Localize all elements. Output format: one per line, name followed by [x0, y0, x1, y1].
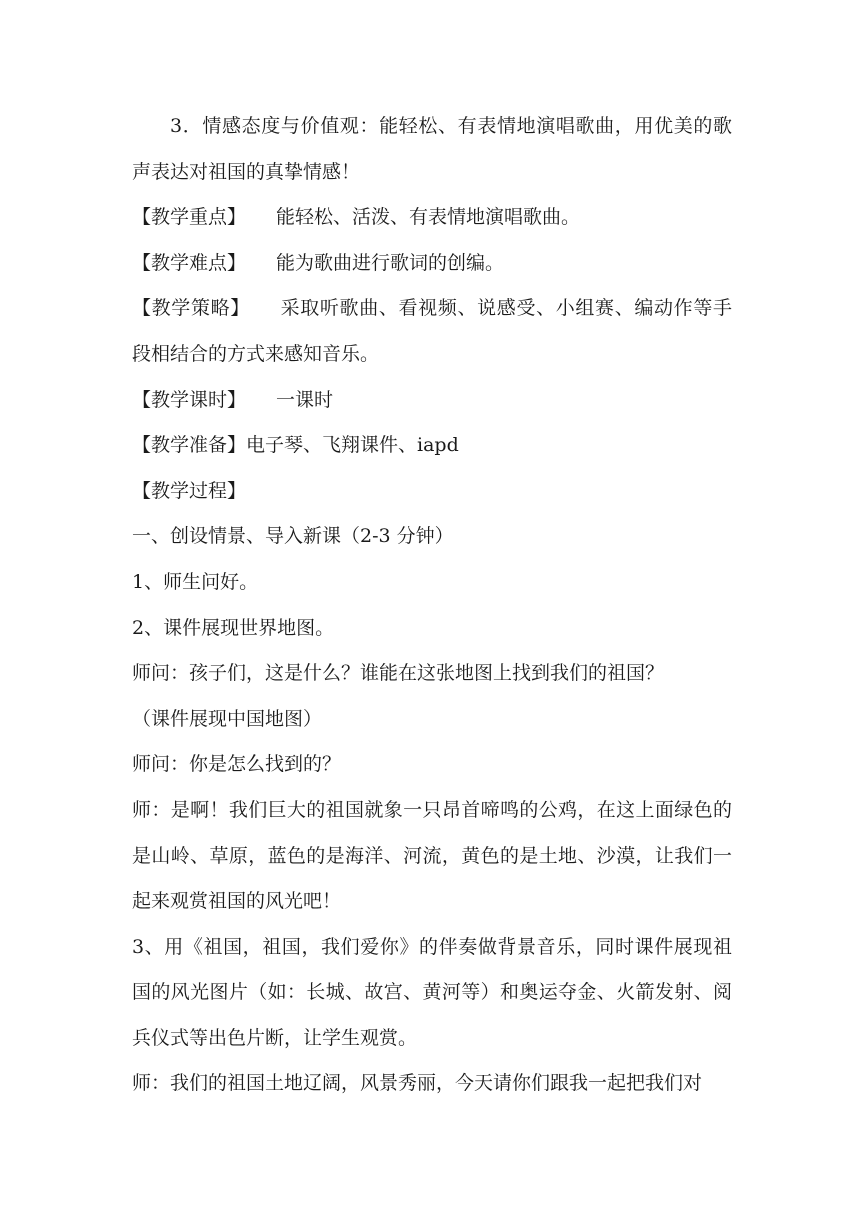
goal-emotion-paragraph: 3．情感态度与价值观：能轻松、有表情地演唱歌曲，用优美的歌声表达对祖国的真挚情感！: [132, 115, 732, 183]
document-page: [132, 104, 732, 1107]
key-point-line: [132, 195, 732, 241]
teacher-question-1-note: （课件展现中国地图）: [132, 707, 323, 730]
step-world-map: 2、课件展现世界地图。: [132, 616, 335, 639]
difficulty-line: [132, 241, 732, 287]
section-heading: 一、创设情景、导入新课（2-3 分钟）: [132, 525, 454, 548]
key-point-text: 能轻松、活泼、有表情地演唱歌曲。: [276, 206, 581, 229]
strategy-paragraph: [132, 286, 732, 377]
process-heading: 【教学过程】: [132, 479, 247, 502]
strategy-label: 【教学策略】: [132, 297, 250, 320]
strategy-text: 采取听歌曲、看视频、说感受、小组赛、编动作等手段相结合的方式来感知音乐。: [132, 297, 732, 365]
teacher-answer-2: 师：我们的祖国土地辽阔，风景秀丽，今天请你们跟我一起把我们对: [132, 1072, 703, 1095]
teacher-answer-1: 师：是啊！我们巨大的祖国就象一只昂首啼鸣的公鸡，在这上面绿色的是山岭、草原，蓝色的是海洋、河流，黄色的是土地、沙漠，让我们一起来观赏祖国的风光吧！: [132, 798, 732, 913]
teacher-question-1: 师问：孩子们，这是什么？谁能在这张地图上找到我们的祖国？: [132, 662, 665, 685]
key-point-label: 【教学重点】: [132, 206, 247, 229]
step-greeting: 1、师生问好。: [132, 570, 259, 593]
hours-line: [132, 378, 732, 424]
step-background-music: 3、用《祖国，祖国，我们爱你》的伴奏做背景音乐，同时课件展现祖国的风光图片（如：长城、故宫、黄河等）和奥运夺金、火箭发射、阅兵仪式等出色片断，让学生观赏。: [132, 935, 732, 1049]
difficulty-text: 能为歌曲进行歌词的创编。: [276, 251, 505, 274]
preparation-line: 【教学准备】电子琴、飞翔课件、iapd: [132, 434, 459, 457]
hours-label: 【教学课时】: [132, 388, 247, 411]
hours-text: 一课时: [276, 388, 334, 411]
difficulty-label: 【教学难点】: [132, 251, 247, 274]
teacher-question-2: 师问：你是怎么找到的？: [132, 753, 342, 776]
